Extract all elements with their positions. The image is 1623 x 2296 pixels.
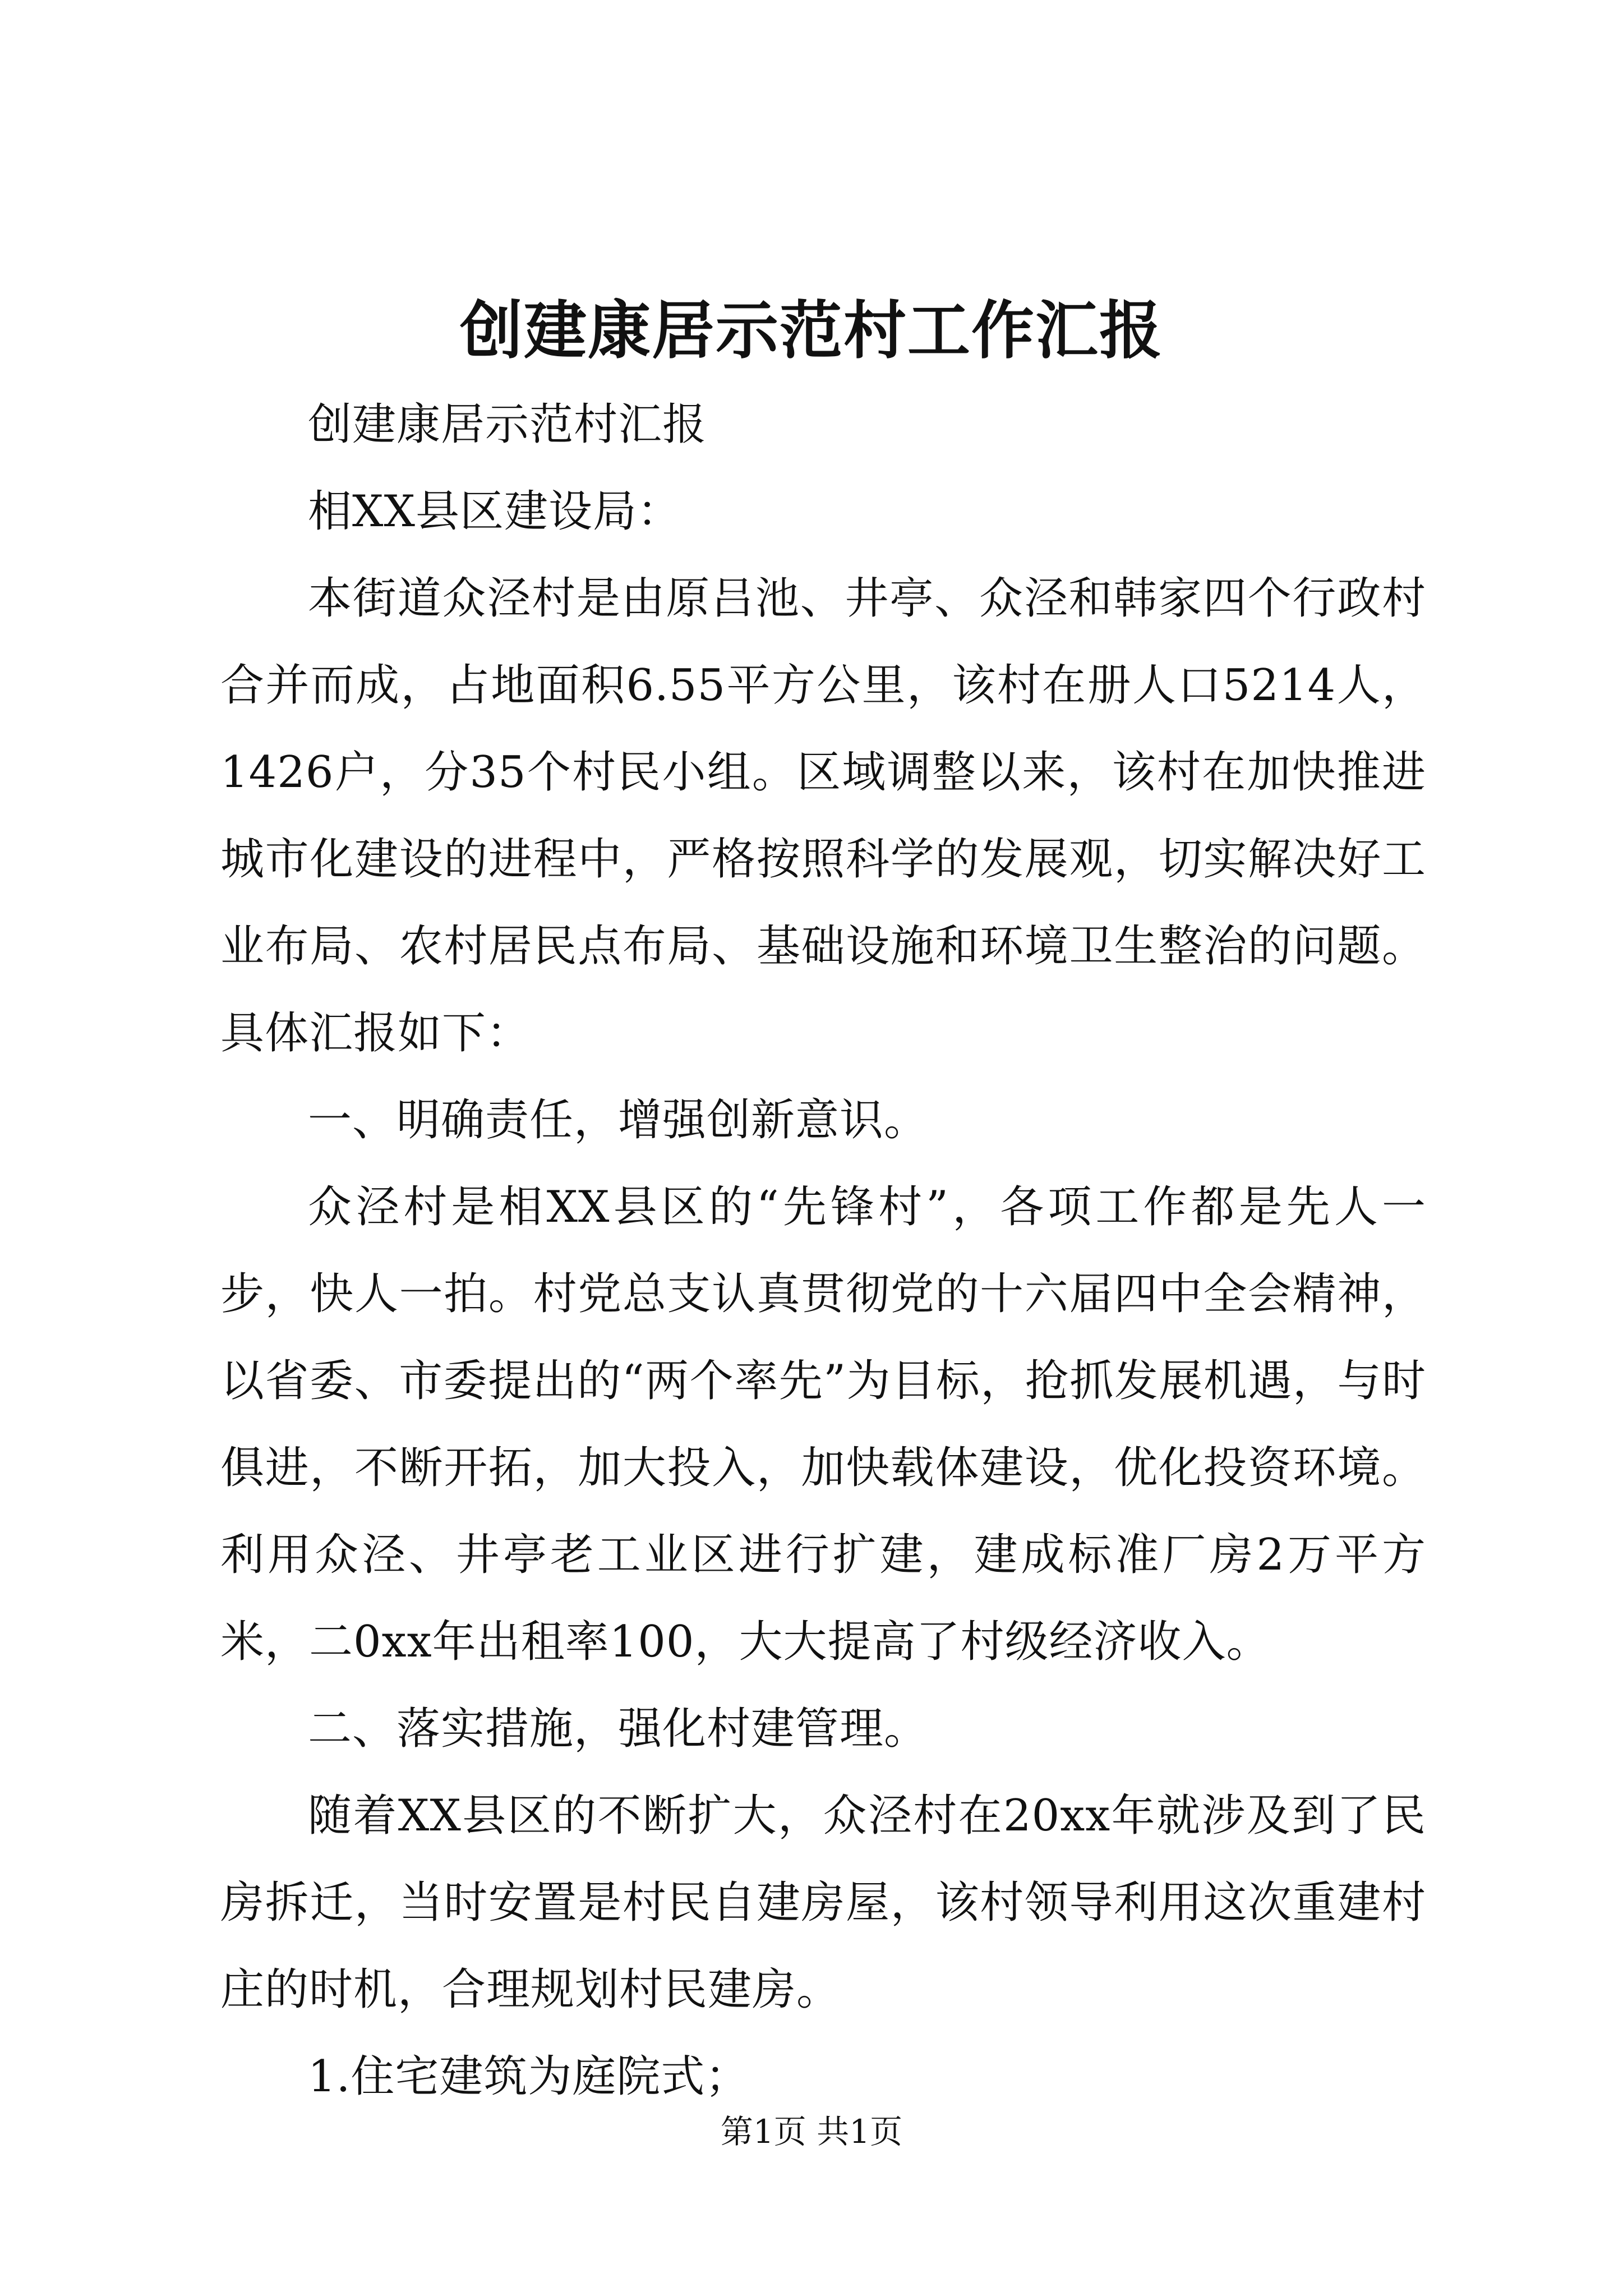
paragraph-introduction: 本街道众泾村是由原吕池、井亭、众泾和韩家四个行政村合并而成，占地面积6.55平方公里，该村在册人口5214人，1426户，分35个村民小组。区域调整以来，该村在加快推进城市化建设的进程中，严格按照科学的发展观，切实解决好工业布局、农村居民点布局、基础设施和环境卫生整治的问题。具体汇报如下： <box>220 573 1426 1059</box>
paragraph-section-2: 随着XX县区的不断扩大，众泾村在20xx年就涉及到了民房拆迁，当时安置是村民自建房屋，该村领导利用这次重建村庄的时机，合理规划村民建房。 <box>220 1791 1426 2015</box>
paragraph-report-heading: 创建康居示范村汇报 <box>308 399 707 450</box>
section-heading-1: 一、明确责任，增强创新意识。 <box>308 1095 929 1145</box>
document-title: 创建康居示范村工作汇报 <box>460 294 1163 367</box>
page-number-footer: 第1页 共1页 <box>720 2113 903 2151</box>
paragraph-addressee: 相XX县区建设局： <box>308 486 682 537</box>
list-item-1: 1.住宅建筑为庭院式； <box>308 2051 750 2102</box>
paragraph-section-1: 众泾村是相XX县区的“先锋村”，各项工作都是先人一步，快人一拍。村党总支认真贯彻党的十六届四中全会精神，以省委、市委提出的“两个率先”为目标，抢抓发展机遇，与时俱进，不断开拓，加大投入，加快载体建设，优化投资环境。利用众泾、井亭老工业区进行扩建，建成标准厂房2万平方米，二0xx年出租率100，大大提高了村级经济收入。 <box>220 1182 1426 1667</box>
section-heading-2: 二、落实措施，强化村建管理。 <box>308 1704 929 1754</box>
document-body <box>220 381 1426 2120</box>
